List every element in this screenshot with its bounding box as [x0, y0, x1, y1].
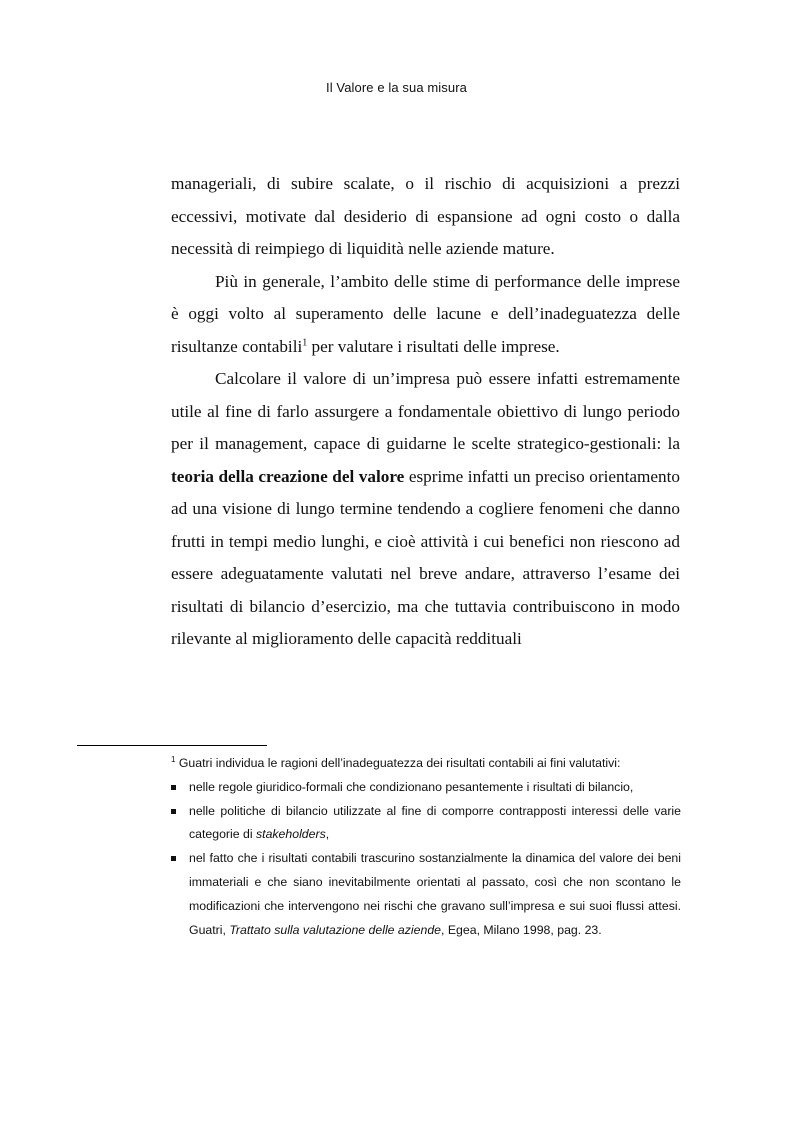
footnote-reference[interactable]: 1 — [302, 336, 308, 348]
footnote-item-text: nel fatto che i risultati contabili trascurino sostanzialmente la dinamica del valore dei beni immateriali e che siano inevitabilmente orientati al passato, così che non scontano le modificazioni che intervengono nei rischi che gravano sull’impresa e sui suoi flussi attesi. Guatri, — [189, 851, 681, 937]
paragraph-3-text: Calcolare il valore di un’impresa può essere infatti estremamente utile al fine di farlo assurgere a fondamentale obiettivo di lungo periodo per il management, capace di guidarne le scelte strategico-gestionali: la — [171, 369, 680, 453]
footnote-intro-text: Guatri individua le ragioni dell’inadeguatezza dei risultati contabili ai fini valutativi: — [175, 756, 621, 770]
footnote-item-text-end: , Egea, Milano 1998, pag. 23. — [441, 922, 602, 937]
footnote-separator — [77, 745, 267, 746]
paragraph-2-text-end: per valutare i risultati delle imprese. — [307, 336, 560, 356]
footnote-intro — [171, 752, 681, 776]
bullet-icon — [171, 809, 176, 814]
footnote-list-item — [171, 800, 681, 848]
footnote-italic: Trattato sulla valutazione delle aziende — [229, 922, 442, 937]
footnote-list-item — [171, 847, 681, 942]
footnote-item-text: nelle regole giuridico-formali che condizionano pesantemente i risultati di bilancio, — [189, 779, 634, 794]
footnote-italic: stakeholders — [256, 827, 326, 842]
running-header: Il Valore e la sua misura — [326, 80, 467, 95]
footnote-area — [171, 752, 681, 942]
paragraph-2 — [171, 266, 680, 364]
bold-term: teoria della creazione del valore — [171, 466, 405, 486]
footnote-item-text-end: , — [325, 827, 330, 842]
bullet-icon — [171, 785, 176, 790]
paragraph-1: manageriali, di subire scalate, o il rischio di acquisizioni a prezzi eccessivi, motivate dal desiderio di espansione ad ogni costo o dalla necessità di reimpiego di liquidità nelle aziende mature. — [171, 174, 680, 258]
footnote-item-text: nelle politiche di bilancio utilizzate al fine di comporre contrapposti interessi delle varie categorie di — [189, 803, 681, 842]
footnote-list-item — [171, 776, 681, 800]
paragraph-2-text: Più in generale, l’ambito delle stime di performance delle imprese è oggi volto al superamento delle lacune e dell’inadeguatezza delle risultanze contabili — [171, 271, 680, 356]
footnote-list — [171, 776, 681, 943]
footnote-number: 1 — [171, 754, 176, 764]
body-text — [171, 168, 680, 656]
paragraph-3-text-end: esprime infatti un preciso orientamento ad una visione di lungo termine tendendo a cogliere fenomeni che danno frutti in tempi medio lunghi, e cioè attività i cui benefici non riescono ad essere adeguatamente valutati nel breve andare, attraverso l’esame dei risultati di bilancio d’esercizio, ma che tuttavia contribuiscono in modo rilevante al miglioramento delle capacità reddituali — [171, 466, 680, 648]
paragraph-3 — [171, 363, 680, 656]
bullet-icon — [171, 856, 176, 861]
